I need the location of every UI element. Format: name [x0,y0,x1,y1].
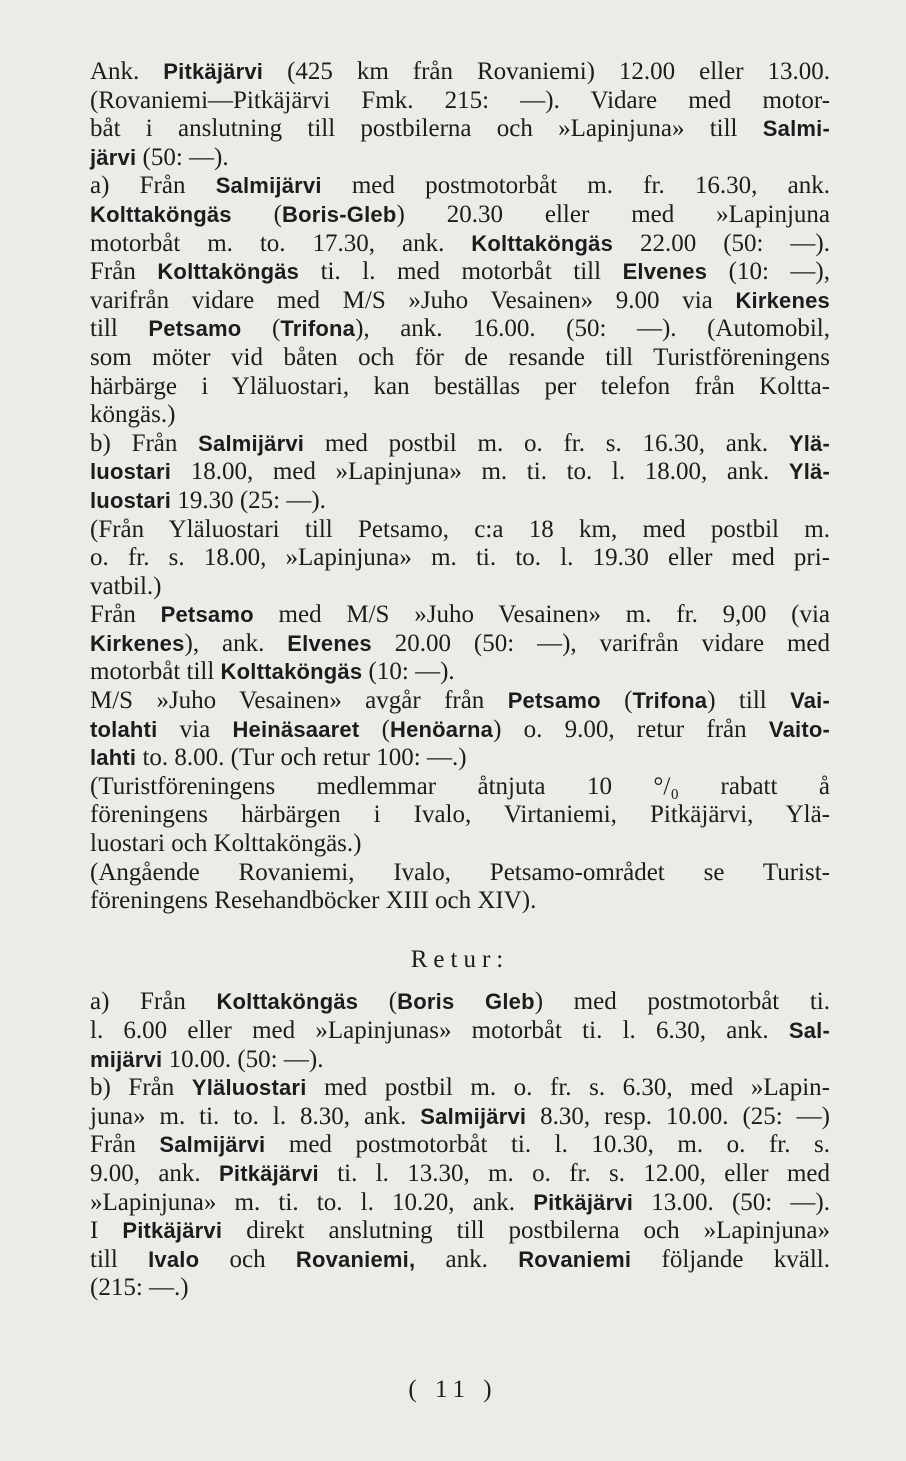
text-run: med M/S »Juho Vesainen» m. fr. 9,00 (via [253,601,831,629]
text-run: följande kväll. [631,1245,830,1273]
place-name: Pitkäjärvi [163,59,264,84]
text-line [90,87,830,116]
text-run: ) 20.30 eller med »Lapinjuna [396,200,831,228]
place-name: Trifona [632,688,708,714]
text-run: föreningens Resehandböcker XIII och XIV). [90,887,537,915]
text-run: motorbåt till [90,658,221,686]
text-line [90,401,830,430]
text-run: via [157,715,233,743]
text-run: ( [358,988,398,1016]
paragraph [90,601,830,687]
text-run: med postbil m. o. fr. s. 16.30, ank. [304,429,789,457]
place-name: Salmi- [762,116,830,142]
text-line [90,458,830,487]
text-run: (Rovaniemi—Pitkäjärvi Fmk. 215: —). Vidare med motor- [90,86,830,114]
text-run: M/S »Juho Vesainen» avgår från [90,687,508,715]
paragraph [90,516,830,602]
text-run: I [90,1217,123,1245]
text-line [90,630,830,659]
place-name: Elvenes [622,259,708,285]
text-run: ti. l. 13.30, m. o. fr. s. 12.00, eller med [318,1159,830,1187]
text-run: direkt anslutning till postbilerna och »Lapinjuna» [222,1217,831,1245]
text-run: 9.00, ank. [90,1159,220,1187]
place-name: järvi [90,144,137,170]
place-name: tolahti [90,716,158,742]
text-run: (50: —). [136,143,229,171]
text-run: o. fr. s. 18.00, »Lapinjuna» m. ti. to. l. 19.30 eller med pri- [90,544,830,572]
text-line [90,658,830,687]
text-line [90,773,830,802]
text-run: Från [90,258,158,286]
text-run: b) Från [90,1074,192,1102]
text-run: Ank. [90,58,164,85]
text-run: »Lapinjuna» m. ti. to. l. 10.20, ank. [90,1188,534,1216]
place-name: Elvenes [287,630,372,656]
text-line [90,716,830,745]
text-run: 22.00 (50: —). [613,229,830,257]
place-name: Kolttaköngäs [220,659,363,685]
text-line [90,315,830,344]
text-run: (425 km från Rovaniemi) 12.00 eller 13.00. [263,58,830,85]
text-run: ), ank. 16.00. (50: —). (Automobil, [355,315,830,343]
text-run: med postmotorbåt m. fr. 16.30, ank. [321,172,830,200]
text-run: med postbil m. o. fr. s. 6.30, med »Lapin- [306,1074,831,1102]
place-name: Pitkäjärvi [219,1160,319,1186]
text-run: ( [231,200,282,228]
text-run: föreningens härbärgen i Ivalo, Virtaniemi, Pitkäjärvi, Ylä- [90,801,830,829]
text-line [90,1274,830,1303]
text-run: l. 6.00 eller med »Lapinjunas» motorbåt ti. l. 6.30, ank. [90,1017,789,1044]
place-name: Ylä- [788,430,830,456]
place-name: Kolttaköngäs [157,259,300,285]
text-line [90,201,830,230]
paragraph [90,430,830,516]
text-run: (215: —.) [90,1274,189,1302]
text-line [90,230,830,259]
paragraph [90,687,830,773]
text-line [90,988,830,1017]
place-name: Petsamo [160,602,254,628]
text-run: köngäs.) [90,401,176,429]
text-run: a) Från [90,172,216,200]
text-run: 19.30 (25: —). [171,486,326,514]
text-run: till [90,315,149,343]
text-run: (Från Yläluostari till Petsamo, c:a 18 km, med postbil m. [90,515,830,543]
place-name: Rovaniemi, [295,1246,416,1272]
place-name: Kolttaköngäs [216,989,359,1015]
text-line [90,887,830,916]
text-line [90,516,830,545]
text-line [90,1103,830,1132]
text-line [90,430,830,459]
text-run: ) till [707,687,791,715]
text-run: ) med postmotorbåt ti. [534,988,831,1016]
place-name: Petsamo [148,316,242,342]
place-name: Heinäsaaret [232,716,360,742]
text-run: ( [359,715,390,743]
text-run: luostari och Kolttaköngäs.) [90,830,362,858]
text-line [90,144,830,173]
text-line [90,287,830,316]
text-line [90,58,830,87]
place-name: Rovaniemi [518,1246,632,1272]
paragraph [90,859,830,916]
text-run: ), ank. [184,629,288,657]
text-run: ( [600,687,633,715]
text-line [90,1160,830,1189]
text-run: (10: —), [707,258,831,286]
text-line [90,687,830,716]
text-run: to. 8.00. (Tur och retur 100: —.) [136,744,467,772]
text-run: a) Från [90,988,217,1016]
page-text [90,58,830,1303]
text-run: 8.30, resp. 10.00. (25: —) [526,1102,830,1130]
place-name: Salmijärvi [215,173,322,199]
place-name: Vaito- [768,716,831,742]
paragraph [90,58,830,172]
text-line [90,1017,830,1046]
text-line [90,1189,830,1218]
page-number: ( 11 ) [408,1376,498,1403]
text-line [90,830,830,859]
paragraph [90,1074,830,1303]
place-name: Salmijärvi [159,1132,266,1158]
text-run: ank. [415,1245,519,1273]
text-run: båt i anslutning till postbilerna och »Lapinjuna» till [90,115,763,143]
text-run: till [90,1245,149,1273]
text-run: som möter vid båten och för de resande till Turistföreningens [90,343,830,371]
place-name: Kirkenes [735,287,830,313]
place-name: Trifona [280,316,356,342]
text-line [90,1131,830,1160]
text-line [90,859,830,888]
paragraph [90,773,830,859]
place-name: luostari [90,487,172,513]
place-name: Ylä- [788,459,830,485]
section-heading: Retur: [410,945,510,973]
text-line [90,573,830,602]
text-line [90,544,830,573]
text-line [90,172,830,201]
text-run: och [199,1245,296,1273]
place-name: Kolttaköngäs [90,201,232,227]
text-run: ) o. 9.00, retur från [493,715,769,743]
text-line [90,344,830,373]
place-name: Ivalo [148,1246,200,1272]
place-name: Vai- [790,688,831,714]
text-line [90,1046,830,1075]
place-name: luostari [90,459,172,485]
text-run: härbärge i Yläluostari, kan beställas per telefon från Koltta- [90,372,830,400]
text-run: varifrån vidare med M/S »Juho Vesainen» 9.00 via [90,286,736,314]
text-run: 13.00. (50: —). [633,1188,830,1216]
text-run: 10.00. (50: —). [162,1045,324,1073]
place-name: Boris Gleb [397,989,535,1015]
place-name: Pitkäjärvi [122,1218,223,1244]
text-run: Från [90,601,161,629]
text-run: motorbåt m. to. 17.30, ank. [90,229,472,257]
text-line [90,1217,830,1246]
place-name: Pitkäjärvi [533,1189,634,1215]
text-run: vatbil.) [90,572,162,600]
text-line [90,373,830,402]
text-line [90,487,830,516]
text-run: med postmotorbåt ti. l. 10.30, m. o. fr. s. [265,1131,830,1159]
text-run: ti. l. med motorbåt till [299,258,623,286]
text-line [90,601,830,630]
text-run: Från [90,1131,160,1159]
text-run: 20.00 (50: —), varifrån vidare med [371,629,831,657]
text-line [90,1246,830,1275]
text-line [90,258,830,287]
place-name: Salmijärvi [198,430,305,456]
text-run: b) Från [90,429,199,457]
place-name: Yläluostari [191,1075,307,1101]
paragraph [90,172,830,429]
text-line [90,1074,830,1103]
text-run: (Turistföreningens medlemmar åtnjuta 10 °/₀ rabatt å [90,772,830,800]
place-name: Sal- [788,1018,830,1043]
text-line [90,801,830,830]
text-line [90,744,830,773]
paragraph [90,988,830,1074]
place-name: Petsamo [507,688,601,714]
text-run: (Angående Rovaniemi, Ivalo, Petsamo-området se Turist- [90,858,830,886]
place-name: lahti [90,745,137,771]
text-run: ( [241,315,281,343]
place-name: Kolttaköngäs [471,230,614,256]
place-name: Kirkenes [90,630,185,656]
place-name: Salmijärvi [420,1103,527,1129]
text-run: juna» m. ti. to. l. 8.30, ank. [90,1102,421,1130]
place-name: mijärvi [90,1046,163,1072]
text-run: (10: —). [362,658,455,686]
place-name: Boris-Gleb [282,201,397,227]
text-run: 18.00, med »Lapinjuna» m. ti. to. l. 18.00, ank. [171,458,789,486]
place-name: Henöarna [390,716,494,742]
text-line [90,115,830,144]
